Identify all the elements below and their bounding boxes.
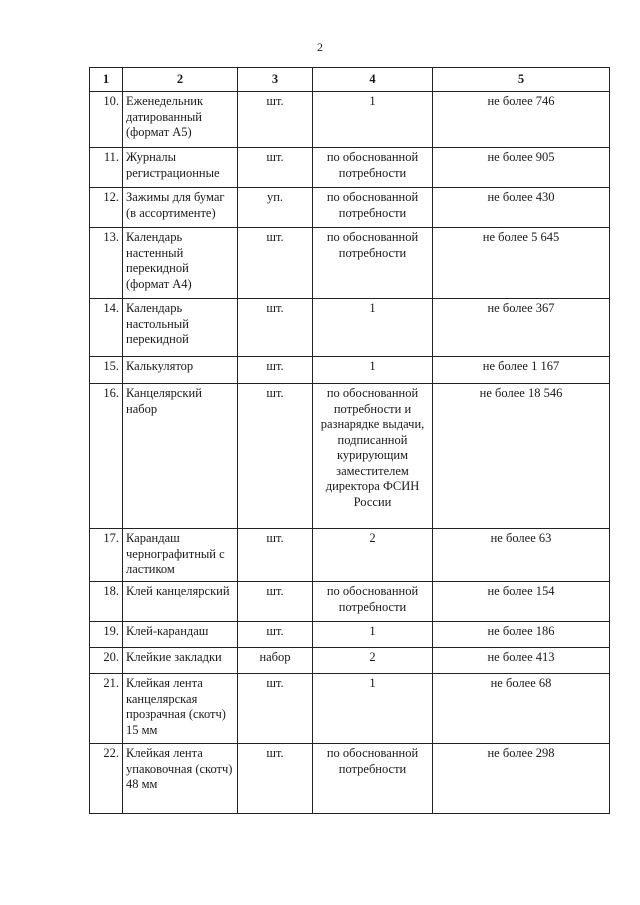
row-number: 13. xyxy=(90,228,123,299)
column-header: 5 xyxy=(433,68,610,92)
item-price: не более 18 546 xyxy=(433,384,610,529)
table-row xyxy=(90,92,610,148)
table-row xyxy=(90,648,610,674)
item-unit: шт. xyxy=(238,674,313,744)
item-name: Клейкие закладки xyxy=(123,648,238,674)
column-header: 4 xyxy=(313,68,433,92)
item-quantity: по обоснованной потребности и разнарядке выдачи, подписанной курирующим заместителем директора ФСИН России xyxy=(313,384,433,529)
item-name: Калькулятор xyxy=(123,357,238,384)
item-unit: шт. xyxy=(238,148,313,188)
row-number: 10. xyxy=(90,92,123,148)
items-table xyxy=(89,67,610,814)
item-unit: шт. xyxy=(238,622,313,648)
column-header: 2 xyxy=(123,68,238,92)
item-price: не более 68 xyxy=(433,674,610,744)
item-name: Клейкая лента канцелярская прозрачная (скотч) 15 мм xyxy=(123,674,238,744)
item-price: не более 298 xyxy=(433,744,610,814)
item-price: не более 905 xyxy=(433,148,610,188)
row-number: 11. xyxy=(90,148,123,188)
item-name: Еженедельник датированный (формат А5) xyxy=(123,92,238,148)
item-unit: шт. xyxy=(238,744,313,814)
item-quantity: 2 xyxy=(313,648,433,674)
item-unit: уп. xyxy=(238,188,313,228)
row-number: 19. xyxy=(90,622,123,648)
row-number: 20. xyxy=(90,648,123,674)
item-price: не более 746 xyxy=(433,92,610,148)
item-unit: шт. xyxy=(238,529,313,582)
table-row xyxy=(90,674,610,744)
item-name: Клей канцелярский xyxy=(123,582,238,622)
item-name: Клейкая лента упаковочная (скотч) 48 мм xyxy=(123,744,238,814)
item-name: Клей-карандаш xyxy=(123,622,238,648)
item-quantity: 1 xyxy=(313,299,433,357)
item-quantity: по обоснованной потребности xyxy=(313,582,433,622)
item-unit: шт. xyxy=(238,582,313,622)
page-number: 2 xyxy=(317,40,323,54)
row-number: 12. xyxy=(90,188,123,228)
table-row xyxy=(90,148,610,188)
item-unit: шт. xyxy=(238,299,313,357)
item-unit: шт. xyxy=(238,384,313,529)
table-row xyxy=(90,188,610,228)
item-unit: шт. xyxy=(238,228,313,299)
column-header: 3 xyxy=(238,68,313,92)
item-name: Карандаш чернографитный с ластиком xyxy=(123,529,238,582)
item-quantity: 1 xyxy=(313,357,433,384)
table-row xyxy=(90,228,610,299)
item-unit: набор xyxy=(238,648,313,674)
table-row xyxy=(90,582,610,622)
item-price: не более 154 xyxy=(433,582,610,622)
table-row xyxy=(90,357,610,384)
item-unit: шт. xyxy=(238,357,313,384)
table-header-row xyxy=(90,68,610,92)
item-price: не более 5 645 xyxy=(433,228,610,299)
item-price: не более 186 xyxy=(433,622,610,648)
item-quantity: по обоснованной потребности xyxy=(313,148,433,188)
item-quantity: 1 xyxy=(313,622,433,648)
item-name: Календарь настенный перекидной (формат А4) xyxy=(123,228,238,299)
column-header: 1 xyxy=(90,68,123,92)
table-row xyxy=(90,384,610,529)
row-number: 21. xyxy=(90,674,123,744)
item-name: Канцелярский набор xyxy=(123,384,238,529)
item-quantity: по обоснованной потребности xyxy=(313,744,433,814)
row-number: 18. xyxy=(90,582,123,622)
item-name: Зажимы для бумаг (в ассортименте) xyxy=(123,188,238,228)
row-number: 16. xyxy=(90,384,123,529)
item-price: не более 1 167 xyxy=(433,357,610,384)
item-quantity: по обоснованной потребности xyxy=(313,228,433,299)
row-number: 14. xyxy=(90,299,123,357)
row-number: 22. xyxy=(90,744,123,814)
item-price: не более 367 xyxy=(433,299,610,357)
table-row xyxy=(90,622,610,648)
item-name: Календарь настольный перекидной xyxy=(123,299,238,357)
item-quantity: по обоснованной потребности xyxy=(313,188,433,228)
item-price: не более 413 xyxy=(433,648,610,674)
item-quantity: 1 xyxy=(313,674,433,744)
table-row xyxy=(90,529,610,582)
row-number: 17. xyxy=(90,529,123,582)
item-name: Журналы регистрационные xyxy=(123,148,238,188)
row-number: 15. xyxy=(90,357,123,384)
item-quantity: 1 xyxy=(313,92,433,148)
item-unit: шт. xyxy=(238,92,313,148)
item-quantity: 2 xyxy=(313,529,433,582)
item-price: не более 430 xyxy=(433,188,610,228)
item-price: не более 63 xyxy=(433,529,610,582)
table-row xyxy=(90,299,610,357)
table-row xyxy=(90,744,610,814)
